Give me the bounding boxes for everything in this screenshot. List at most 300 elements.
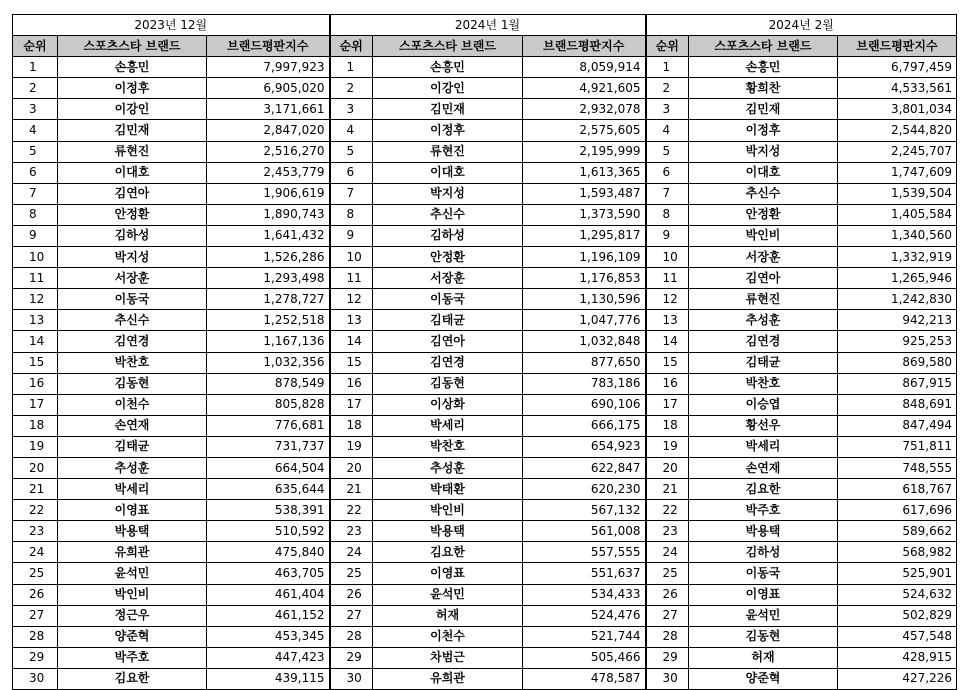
- brand-name-cell: 이천수: [58, 394, 207, 415]
- index-value-cell: 428,915: [838, 647, 957, 668]
- rank-cell: 13: [646, 310, 689, 331]
- index-value-cell: 568,982: [838, 542, 957, 563]
- index-value-cell: 557,555: [523, 542, 646, 563]
- rank-cell: 2: [330, 78, 373, 99]
- table-row: [13, 436, 957, 457]
- column-header-row: [13, 36, 957, 57]
- brand-name-cell: 박인비: [689, 225, 838, 246]
- rank-cell: 6: [646, 162, 689, 183]
- rank-header: 순위: [646, 36, 689, 57]
- brand-name-cell: 박세리: [373, 415, 523, 436]
- brand-name-cell: 김민재: [373, 99, 523, 120]
- rank-cell: 29: [330, 647, 373, 668]
- index-value-cell: 1,032,356: [207, 352, 330, 373]
- index-value-cell: 1,242,830: [838, 289, 957, 310]
- table-row: [13, 247, 957, 268]
- rank-cell: 9: [330, 225, 373, 246]
- rank-cell: 12: [330, 289, 373, 310]
- rank-cell: 26: [13, 584, 58, 605]
- brand-name-cell: 김요한: [373, 542, 523, 563]
- rank-cell: 25: [13, 563, 58, 584]
- rank-cell: 20: [330, 457, 373, 478]
- brand-name-cell: 윤석민: [373, 584, 523, 605]
- brand-name-cell: 박용택: [689, 521, 838, 542]
- brand-name-cell: 류현진: [373, 141, 523, 162]
- rank-cell: 23: [646, 521, 689, 542]
- brand-name-cell: 이영표: [58, 500, 207, 521]
- brand-ranking-table: [12, 14, 957, 690]
- rank-header: 순위: [13, 36, 58, 57]
- rank-cell: 21: [330, 479, 373, 500]
- brand-name-cell: 김동현: [373, 373, 523, 394]
- table-row: [13, 78, 957, 99]
- rank-cell: 6: [330, 162, 373, 183]
- brand-name-cell: 추신수: [58, 310, 207, 331]
- index-value-cell: 3,801,034: [838, 99, 957, 120]
- table-row: [13, 99, 957, 120]
- index-value-cell: 622,847: [523, 457, 646, 478]
- index-value-cell: 783,186: [523, 373, 646, 394]
- brand-name-cell: 안정환: [58, 204, 207, 225]
- index-value-cell: 502,829: [838, 605, 957, 626]
- rank-cell: 23: [13, 521, 58, 542]
- index-value-cell: 1,613,365: [523, 162, 646, 183]
- brand-name-cell: 박지성: [689, 141, 838, 162]
- rank-cell: 30: [646, 668, 689, 689]
- rank-cell: 17: [646, 394, 689, 415]
- brand-name-cell: 양준혁: [58, 626, 207, 647]
- index-value-cell: 2,847,020: [207, 120, 330, 141]
- rank-cell: 30: [330, 668, 373, 689]
- brand-name-cell: 윤석민: [689, 605, 838, 626]
- index-value-cell: 867,915: [838, 373, 957, 394]
- index-value-cell: 457,548: [838, 626, 957, 647]
- rank-cell: 16: [646, 373, 689, 394]
- index-value-cell: 654,923: [523, 436, 646, 457]
- brand-name-cell: 김연아: [58, 183, 207, 204]
- index-value-cell: 1,196,109: [523, 247, 646, 268]
- rank-cell: 21: [646, 479, 689, 500]
- brand-name-cell: 서장훈: [689, 247, 838, 268]
- table-row: [13, 268, 957, 289]
- rank-cell: 2: [646, 78, 689, 99]
- brand-name-cell: 류현진: [689, 289, 838, 310]
- brand-name-cell: 이대호: [58, 162, 207, 183]
- brand-name-cell: 정근우: [58, 605, 207, 626]
- brand-name-cell: 김요한: [58, 668, 207, 689]
- brand-name-cell: 허재: [373, 605, 523, 626]
- index-value-cell: 2,544,820: [838, 120, 957, 141]
- rank-cell: 8: [13, 204, 58, 225]
- rank-cell: 15: [13, 352, 58, 373]
- rank-cell: 30: [13, 668, 58, 689]
- rank-cell: 1: [646, 57, 689, 78]
- period-label: 2024년 1월: [330, 15, 646, 36]
- index-value-cell: 1,405,584: [838, 204, 957, 225]
- index-value-cell: 925,253: [838, 331, 957, 352]
- rank-cell: 26: [330, 584, 373, 605]
- brand-name-cell: 이천수: [373, 626, 523, 647]
- rank-cell: 10: [13, 247, 58, 268]
- table-row: [13, 120, 957, 141]
- index-value-cell: 1,526,286: [207, 247, 330, 268]
- brand-name-cell: 이동국: [689, 563, 838, 584]
- brand-name-cell: 박세리: [689, 436, 838, 457]
- rank-cell: 3: [646, 99, 689, 120]
- rank-cell: 13: [330, 310, 373, 331]
- brand-name-cell: 김태균: [373, 310, 523, 331]
- table-row: [13, 521, 957, 542]
- index-value-cell: 1,278,727: [207, 289, 330, 310]
- rank-cell: 25: [330, 563, 373, 584]
- rank-cell: 22: [13, 500, 58, 521]
- brand-name-cell: 손흥민: [689, 57, 838, 78]
- brand-name-cell: 이대호: [373, 162, 523, 183]
- rank-cell: 14: [13, 331, 58, 352]
- rank-cell: 8: [646, 204, 689, 225]
- brand-name-cell: 박지성: [58, 247, 207, 268]
- rank-cell: 17: [13, 394, 58, 415]
- rank-cell: 5: [330, 141, 373, 162]
- index-value-cell: 6,905,020: [207, 78, 330, 99]
- rank-cell: 15: [646, 352, 689, 373]
- period-label: 2023년 12월: [13, 15, 330, 36]
- index-value-cell: 617,696: [838, 500, 957, 521]
- index-value-cell: 877,650: [523, 352, 646, 373]
- period-label: 2024년 2월: [646, 15, 957, 36]
- index-value-cell: 463,705: [207, 563, 330, 584]
- rank-cell: 2: [13, 78, 58, 99]
- brand-name-cell: 추신수: [689, 183, 838, 204]
- rank-cell: 5: [646, 141, 689, 162]
- rank-cell: 11: [13, 268, 58, 289]
- rank-cell: 26: [646, 584, 689, 605]
- rank-cell: 27: [646, 605, 689, 626]
- rank-cell: 25: [646, 563, 689, 584]
- index-value-cell: 521,744: [523, 626, 646, 647]
- index-value-cell: 510,592: [207, 521, 330, 542]
- index-value-cell: 6,797,459: [838, 57, 957, 78]
- index-value-cell: 478,587: [523, 668, 646, 689]
- index-value-cell: 4,533,561: [838, 78, 957, 99]
- rank-cell: 6: [13, 162, 58, 183]
- index-value-cell: 461,404: [207, 584, 330, 605]
- table-row: [13, 563, 957, 584]
- brand-name-cell: 김민재: [58, 120, 207, 141]
- rank-cell: 24: [330, 542, 373, 563]
- rank-cell: 11: [646, 268, 689, 289]
- table-row: [13, 373, 957, 394]
- brand-name-cell: 이강인: [58, 99, 207, 120]
- index-value-cell: 1,641,432: [207, 225, 330, 246]
- brand-name-cell: 김연아: [689, 268, 838, 289]
- index-value-cell: 524,632: [838, 584, 957, 605]
- table-row: [13, 479, 957, 500]
- rank-cell: 10: [646, 247, 689, 268]
- rank-cell: 4: [646, 120, 689, 141]
- table-row: [13, 394, 957, 415]
- index-value-cell: 1,293,498: [207, 268, 330, 289]
- table-row: [13, 415, 957, 436]
- rank-cell: 10: [330, 247, 373, 268]
- rank-cell: 18: [330, 415, 373, 436]
- rank-cell: 16: [330, 373, 373, 394]
- table-row: [13, 331, 957, 352]
- index-value-cell: 869,580: [838, 352, 957, 373]
- index-value-cell: 1,032,848: [523, 331, 646, 352]
- rank-cell: 7: [330, 183, 373, 204]
- brand-name-cell: 박세리: [58, 479, 207, 500]
- rank-cell: 21: [13, 479, 58, 500]
- rank-cell: 5: [13, 141, 58, 162]
- brand-name-cell: 허재: [689, 647, 838, 668]
- brand-name-cell: 이대호: [689, 162, 838, 183]
- index-value-cell: 664,504: [207, 457, 330, 478]
- brand-name-cell: 윤석민: [58, 563, 207, 584]
- brand-name-cell: 김태균: [689, 352, 838, 373]
- rank-cell: 29: [646, 647, 689, 668]
- brand-name-cell: 추신수: [373, 204, 523, 225]
- index-value-cell: 505,466: [523, 647, 646, 668]
- index-value-cell: 1,176,853: [523, 268, 646, 289]
- brand-name-cell: 이동국: [373, 289, 523, 310]
- rank-cell: 27: [13, 605, 58, 626]
- brand-name-cell: 박용택: [58, 521, 207, 542]
- index-value-cell: 620,230: [523, 479, 646, 500]
- rank-header: 순위: [330, 36, 373, 57]
- rank-cell: 15: [330, 352, 373, 373]
- index-value-cell: 1,265,946: [838, 268, 957, 289]
- table-row: [13, 352, 957, 373]
- index-value-cell: 1,890,743: [207, 204, 330, 225]
- brand-name-cell: 이정후: [373, 120, 523, 141]
- rank-cell: 4: [13, 120, 58, 141]
- rank-cell: 7: [13, 183, 58, 204]
- brand-name-cell: 이정후: [58, 78, 207, 99]
- table-row: [13, 668, 957, 689]
- index-header: 브랜드평판지수: [838, 36, 957, 57]
- index-value-cell: 1,593,487: [523, 183, 646, 204]
- index-header: 브랜드평판지수: [523, 36, 646, 57]
- period-header-row: [13, 15, 957, 36]
- index-value-cell: 453,345: [207, 626, 330, 647]
- rank-cell: 13: [13, 310, 58, 331]
- brand-name-cell: 김민재: [689, 99, 838, 120]
- index-value-cell: 2,932,078: [523, 99, 646, 120]
- brand-name-cell: 박인비: [373, 500, 523, 521]
- brand-name-cell: 양준혁: [689, 668, 838, 689]
- rank-cell: 17: [330, 394, 373, 415]
- index-value-cell: 1,747,609: [838, 162, 957, 183]
- rank-cell: 11: [330, 268, 373, 289]
- index-value-cell: 589,662: [838, 521, 957, 542]
- index-value-cell: 1,373,590: [523, 204, 646, 225]
- index-value-cell: 475,840: [207, 542, 330, 563]
- index-value-cell: 618,767: [838, 479, 957, 500]
- rank-cell: 19: [330, 436, 373, 457]
- rank-cell: 8: [330, 204, 373, 225]
- brand-name-cell: 손흥민: [58, 57, 207, 78]
- index-value-cell: 2,575,605: [523, 120, 646, 141]
- index-value-cell: 690,106: [523, 394, 646, 415]
- table-row: [13, 605, 957, 626]
- index-value-cell: 1,539,504: [838, 183, 957, 204]
- brand-name-cell: 유희관: [58, 542, 207, 563]
- index-value-cell: 1,130,596: [523, 289, 646, 310]
- brand-header: 스포츠스타 브랜드: [689, 36, 838, 57]
- brand-name-cell: 김태균: [58, 436, 207, 457]
- table-body: [13, 57, 957, 690]
- brand-name-cell: 박찬호: [58, 352, 207, 373]
- rank-cell: 18: [13, 415, 58, 436]
- brand-name-cell: 이영표: [689, 584, 838, 605]
- brand-name-cell: 박인비: [58, 584, 207, 605]
- table-row: [13, 647, 957, 668]
- index-value-cell: 1,340,560: [838, 225, 957, 246]
- brand-name-cell: 이상화: [373, 394, 523, 415]
- brand-name-cell: 류현진: [58, 141, 207, 162]
- brand-name-cell: 황선우: [689, 415, 838, 436]
- rank-cell: 14: [646, 331, 689, 352]
- table-row: [13, 225, 957, 246]
- rank-cell: 27: [330, 605, 373, 626]
- rank-cell: 28: [330, 626, 373, 647]
- rank-cell: 7: [646, 183, 689, 204]
- rank-cell: 19: [646, 436, 689, 457]
- table-row: [13, 289, 957, 310]
- index-value-cell: 7,997,923: [207, 57, 330, 78]
- brand-name-cell: 이정후: [689, 120, 838, 141]
- brand-name-cell: 김연경: [373, 352, 523, 373]
- index-value-cell: 534,433: [523, 584, 646, 605]
- brand-name-cell: 박지성: [373, 183, 523, 204]
- table-row: [13, 626, 957, 647]
- brand-name-cell: 이승엽: [689, 394, 838, 415]
- index-value-cell: 567,132: [523, 500, 646, 521]
- index-value-cell: 4,921,605: [523, 78, 646, 99]
- index-header: 브랜드평판지수: [207, 36, 330, 57]
- rank-cell: 28: [646, 626, 689, 647]
- brand-name-cell: 김동현: [689, 626, 838, 647]
- index-value-cell: 848,691: [838, 394, 957, 415]
- table-row: [13, 584, 957, 605]
- brand-name-cell: 김하성: [373, 225, 523, 246]
- brand-name-cell: 차범근: [373, 647, 523, 668]
- rank-cell: 23: [330, 521, 373, 542]
- rank-cell: 18: [646, 415, 689, 436]
- index-value-cell: 8,059,914: [523, 57, 646, 78]
- brand-name-cell: 안정환: [689, 204, 838, 225]
- index-value-cell: 942,213: [838, 310, 957, 331]
- brand-name-cell: 박주호: [58, 647, 207, 668]
- rank-cell: 20: [13, 457, 58, 478]
- index-value-cell: 2,195,999: [523, 141, 646, 162]
- brand-name-cell: 추성훈: [689, 310, 838, 331]
- brand-header: 스포츠스타 브랜드: [58, 36, 207, 57]
- index-value-cell: 524,476: [523, 605, 646, 626]
- index-value-cell: 1,167,136: [207, 331, 330, 352]
- rank-cell: 16: [13, 373, 58, 394]
- table-row: [13, 183, 957, 204]
- index-value-cell: 525,901: [838, 563, 957, 584]
- brand-name-cell: 김하성: [689, 542, 838, 563]
- brand-name-cell: 추성훈: [58, 457, 207, 478]
- brand-name-cell: 박찬호: [373, 436, 523, 457]
- rank-cell: 28: [13, 626, 58, 647]
- index-value-cell: 461,152: [207, 605, 330, 626]
- index-value-cell: 1,252,518: [207, 310, 330, 331]
- index-value-cell: 447,423: [207, 647, 330, 668]
- brand-name-cell: 손흥민: [373, 57, 523, 78]
- brand-name-cell: 손연재: [689, 457, 838, 478]
- rank-cell: 20: [646, 457, 689, 478]
- brand-name-cell: 추성훈: [373, 457, 523, 478]
- table-row: [13, 162, 957, 183]
- rank-cell: 14: [330, 331, 373, 352]
- rank-cell: 24: [13, 542, 58, 563]
- index-value-cell: 2,245,707: [838, 141, 957, 162]
- rank-cell: 3: [13, 99, 58, 120]
- index-value-cell: 751,811: [838, 436, 957, 457]
- rank-cell: 12: [13, 289, 58, 310]
- brand-name-cell: 유희관: [373, 668, 523, 689]
- index-value-cell: 635,644: [207, 479, 330, 500]
- index-value-cell: 551,637: [523, 563, 646, 584]
- brand-header: 스포츠스타 브랜드: [373, 36, 523, 57]
- index-value-cell: 748,555: [838, 457, 957, 478]
- brand-name-cell: 김요한: [689, 479, 838, 500]
- brand-ranking-table-container: [12, 14, 956, 690]
- index-value-cell: 3,171,661: [207, 99, 330, 120]
- table-row: [13, 457, 957, 478]
- brand-name-cell: 손연재: [58, 415, 207, 436]
- index-value-cell: 776,681: [207, 415, 330, 436]
- rank-cell: 22: [330, 500, 373, 521]
- index-value-cell: 439,115: [207, 668, 330, 689]
- index-value-cell: 847,494: [838, 415, 957, 436]
- index-value-cell: 561,008: [523, 521, 646, 542]
- brand-name-cell: 서장훈: [373, 268, 523, 289]
- rank-cell: 1: [13, 57, 58, 78]
- rank-cell: 9: [13, 225, 58, 246]
- brand-name-cell: 이동국: [58, 289, 207, 310]
- brand-name-cell: 박찬호: [689, 373, 838, 394]
- rank-cell: 19: [13, 436, 58, 457]
- index-value-cell: 805,828: [207, 394, 330, 415]
- index-value-cell: 2,516,270: [207, 141, 330, 162]
- rank-cell: 9: [646, 225, 689, 246]
- brand-name-cell: 김동현: [58, 373, 207, 394]
- index-value-cell: 666,175: [523, 415, 646, 436]
- index-value-cell: 731,737: [207, 436, 330, 457]
- brand-name-cell: 서장훈: [58, 268, 207, 289]
- index-value-cell: 878,549: [207, 373, 330, 394]
- index-value-cell: 1,906,619: [207, 183, 330, 204]
- brand-name-cell: 황희찬: [689, 78, 838, 99]
- index-value-cell: 2,453,779: [207, 162, 330, 183]
- brand-name-cell: 박태환: [373, 479, 523, 500]
- brand-name-cell: 김하성: [58, 225, 207, 246]
- rank-cell: 3: [330, 99, 373, 120]
- brand-name-cell: 안정환: [373, 247, 523, 268]
- rank-cell: 12: [646, 289, 689, 310]
- table-row: [13, 57, 957, 78]
- index-value-cell: 427,226: [838, 668, 957, 689]
- table-row: [13, 310, 957, 331]
- index-value-cell: 538,391: [207, 500, 330, 521]
- brand-name-cell: 김연경: [689, 331, 838, 352]
- table-row: [13, 500, 957, 521]
